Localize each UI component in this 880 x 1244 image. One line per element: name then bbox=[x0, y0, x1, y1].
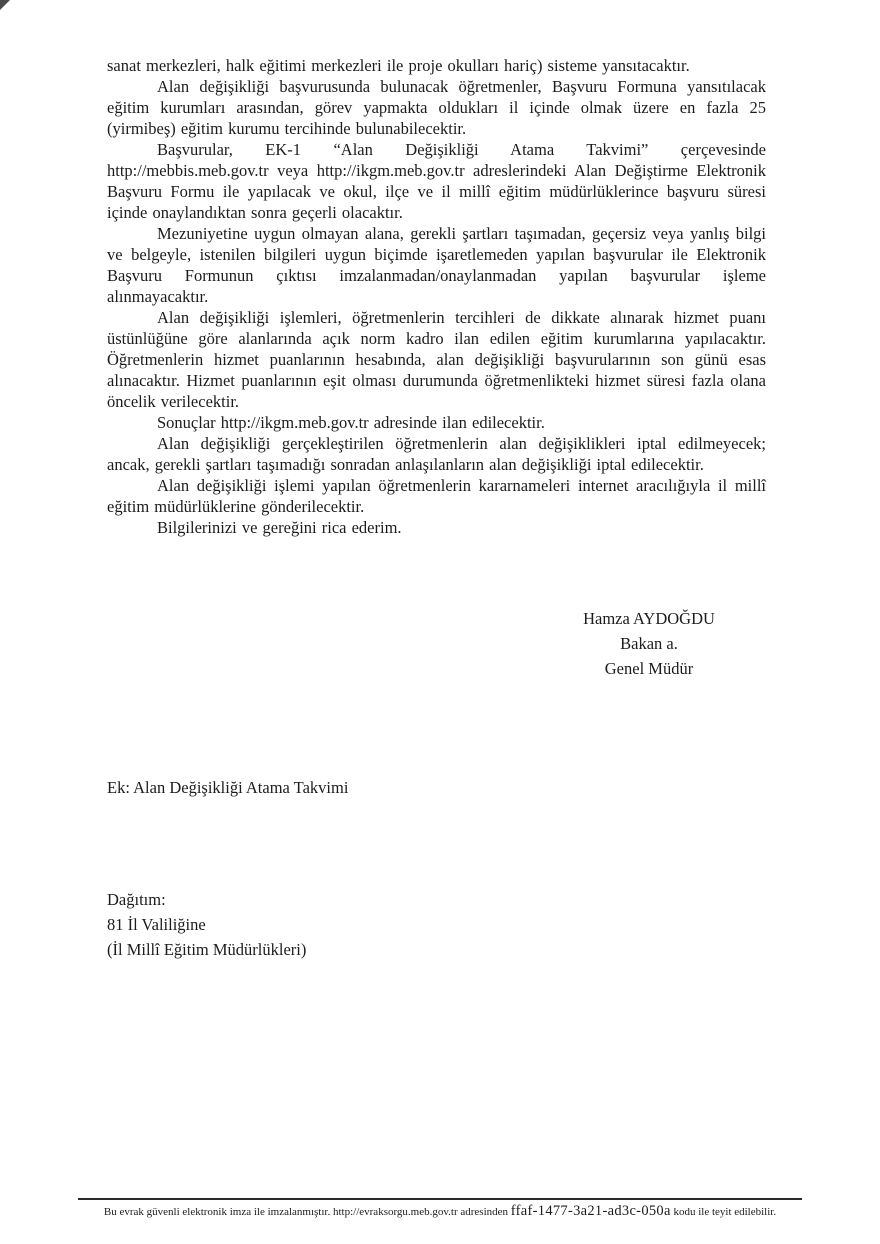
paragraph: Başvurular, EK-1 “Alan Değişikliği Atama Takvimi” çerçevesinde http://mebbis.meb.gov.tr veya http://ikgm.meb.gov.tr adreslerindeki Alan Değiştirme Elektronik Başvuru Formu ile yapılacak ve okul, ilçe ve il millî eğitim müdürlüklerince başvuru süresi içinde onaylandıktan sonra geçerli olacaktır. bbox=[107, 140, 766, 222]
paragraph: Alan değişikliği işlemleri, öğretmenlerin tercihleri de dikkate alınarak hizmet puanı üstünlüğüne göre alanlarında açık norm kadro ilan edilen eğitim kurumlarına yapılacaktır. Öğretmenlerin hizmet puanlarının hesabında, alan değişikliği başvurularının son günü esas alınacaktır. Hizmet puanlarının eşit olması durumunda öğretmenlikteki hizmet süresi fazla olana öncelik verilecektir. bbox=[107, 308, 766, 411]
distribution-label: Dağıtım: bbox=[107, 890, 166, 909]
signature-title-1: Bakan a. bbox=[620, 634, 678, 653]
attachment-line: Ek: Alan Değişikliği Atama Takvimi bbox=[107, 778, 349, 797]
letter-body bbox=[107, 55, 766, 538]
distribution-line: (İl Millî Eğitim Müdürlükleri) bbox=[107, 940, 307, 959]
paragraph: Sonuçlar http://ikgm.meb.gov.tr adresinde ilan edilecektir. bbox=[157, 413, 545, 432]
footer-verification bbox=[78, 1198, 802, 1220]
signature-title-2: Genel Müdür bbox=[604, 659, 694, 678]
paragraph: Alan değişikliği gerçekleştirilen öğretmenlerin alan değişiklikleri iptal edilmeyecek; ancak, gerekli şartları taşımadığı sonradan anlaşılanların alan değişikliği iptal edilecektir. bbox=[107, 434, 766, 474]
paragraph: Alan değişikliği başvurusunda bulunacak öğretmenler, Başvuru Formuna yansıtılacak eğitim kurumları arasından, görev yapmakta oldukları il içinde olmak üzere en fazla 25 (yirmibeş) eğitim kurumu tercihinde bulunabilecektir. bbox=[107, 77, 766, 138]
paragraph: Bilgilerinizi ve gereğini rica ederim. bbox=[157, 518, 402, 537]
verification-code: ffaf-1477-3a21-ad3c-050a bbox=[510, 1203, 671, 1219]
footer-text-prefix: Bu evrak güvenli elektronik imza ile imzalanmıştır. http://evraksorgu.meb.gov.tr adresinden bbox=[103, 1206, 509, 1218]
signature-block bbox=[534, 606, 764, 681]
paragraph: Alan değişikliği işlemi yapılan öğretmenlerin kararnameleri internet aracılığıyla il millî eğitim müdürlüklerine gönderilecektir. bbox=[107, 476, 766, 516]
paragraph: Mezuniyetine uygun olmayan alana, gerekli şartları taşımadan, geçersiz veya yanlış bilgi ve belgeyle, istenilen bilgileri uygun biçimde işaretlemeden yapılan başvurular ile Elektronik Başvuru Formunun çıktısı imzalanmadan/onaylanmadan yapılan başvurular işleme alınmayacaktır. bbox=[107, 224, 766, 306]
distribution-line: 81 İl Valiliğine bbox=[107, 915, 206, 934]
scan-artifact-corner bbox=[0, 0, 10, 10]
letter-content bbox=[107, 55, 766, 962]
paragraph: sanat merkezleri, halk eğitimi merkezleri ile proje okulları hariç) sisteme yansıtacaktır. bbox=[107, 56, 690, 75]
distribution-block bbox=[107, 887, 766, 962]
signature-name: Hamza AYDOĞDU bbox=[583, 609, 715, 628]
footer-text-suffix: kodu ile teyit edilebilir. bbox=[673, 1206, 777, 1218]
